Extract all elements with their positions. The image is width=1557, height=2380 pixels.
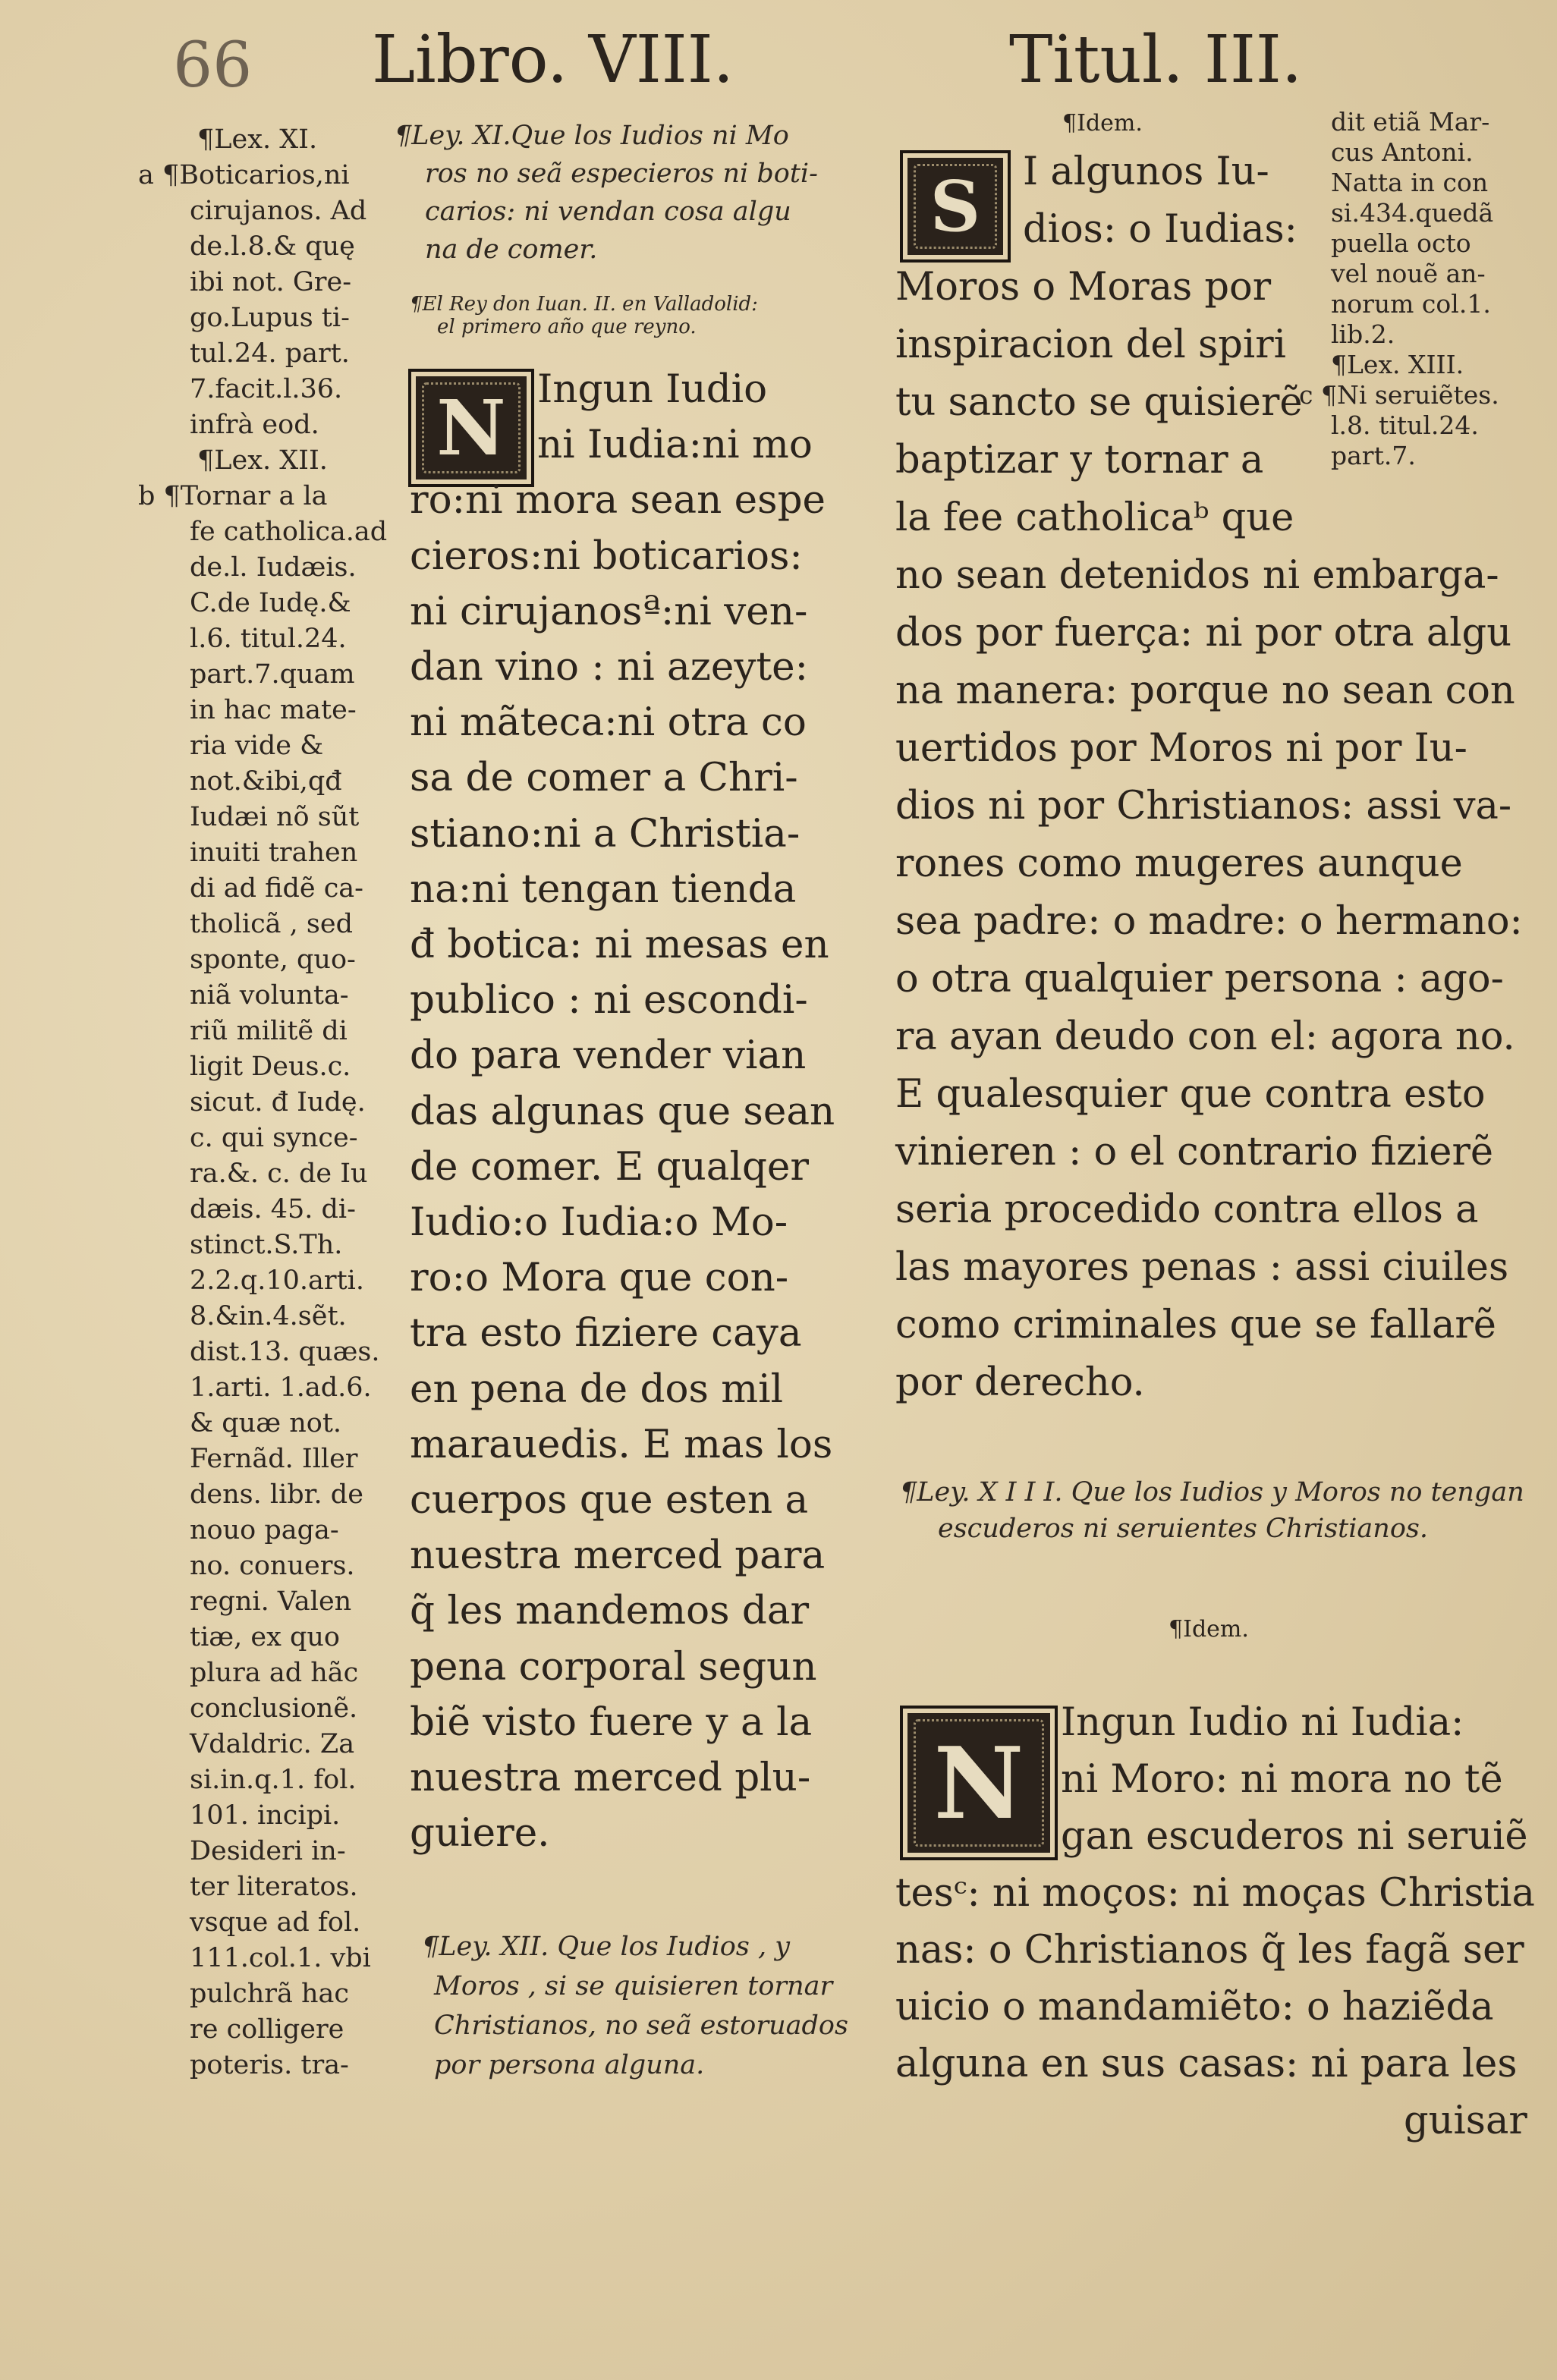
text-line: Ingun Iudio	[537, 366, 768, 412]
initial-letter: N	[436, 383, 506, 473]
text-line: conclusionẽ.	[190, 1693, 358, 1724]
text-line: pulchrã hac	[190, 1979, 350, 2009]
text-line: di ad fidẽ ca-	[190, 873, 364, 904]
text-line: ibi not. Gre-	[190, 267, 352, 297]
text-line: ni Iudia:ni mo	[537, 422, 813, 468]
text-line: l.6. titul.24.	[190, 624, 347, 654]
text-line: q̃ les mandemos dar	[410, 1588, 810, 1634]
text-line: ¶Lex. XI.	[197, 124, 318, 155]
running-title-left: Libro. VIII.	[372, 22, 734, 98]
text-line: no sean detenidos ni embarga-	[895, 553, 1499, 598]
text-line: c ¶Ni seruiẽtes.	[1299, 380, 1499, 410]
text-line: ra ayan deudo con el: agora no.	[895, 1014, 1515, 1059]
text-line: dit etiã Mar-	[1331, 107, 1490, 137]
ley-xiii-text	[895, 1699, 1548, 2170]
text-line: inuiti trahen	[190, 838, 358, 868]
text-line: Fernãd. Iller	[190, 1444, 358, 1474]
text-line: ni mãteca:ni otra co	[410, 700, 807, 746]
text-line: 2.2.q.10.arti.	[190, 1265, 364, 1296]
text-line: tul.24. part.	[190, 338, 350, 369]
text-line: biẽ visto fuere y a la	[410, 1699, 813, 1745]
text-line: uicio o mandamiẽto: o haziẽda	[895, 1985, 1494, 2029]
ley-xi-text	[410, 367, 850, 1930]
text-line: cirujanos. Ad	[190, 196, 367, 226]
text-line: dos por fuerça: ni por otra algu	[895, 611, 1512, 656]
text-line: dan vino : ni azeyte:	[410, 644, 808, 690]
text-line: regni. Valen	[190, 1586, 352, 1617]
text-line: E qualesquier que contra esto	[895, 1072, 1486, 1117]
ley-xi-rubric	[395, 120, 842, 294]
text-line: ¶El Rey don Iuan. II. en Valladolid:	[410, 293, 758, 316]
text-line: alguna en sus casas: ni para les	[895, 2042, 1518, 2086]
text-line: fe catholica.ad	[190, 517, 388, 547]
text-line: ni Moro: ni mora no tẽ	[1061, 1757, 1503, 1802]
text-line: Desideri in-	[190, 1836, 346, 1866]
text-line: vel nouẽ an-	[1331, 259, 1486, 288]
text-line: nuestra merced plu-	[410, 1755, 811, 1800]
text-line: el primero año que reyno.	[437, 316, 697, 338]
text-line: la fee catholicaᵇ que	[895, 495, 1294, 540]
text-line: escuderos ni seruientes Christianos.	[938, 1514, 1428, 1544]
text-line: sa de comer a Chri-	[410, 755, 798, 801]
text-line: ter literatos.	[190, 1872, 358, 1902]
text-line: ni cirujanosª:ni ven-	[410, 588, 808, 634]
text-line: guiere.	[410, 1810, 550, 1857]
text-line: riũ militẽ di	[190, 1016, 348, 1046]
text-line: en pena de dos mil	[410, 1366, 784, 1412]
text-line: part.7.	[1331, 441, 1416, 470]
text-line: no. conuers.	[190, 1551, 355, 1581]
text-line: ¶Ley. XI.Que los Iudios ni Mo	[395, 121, 789, 151]
text-line: puella octo	[1331, 228, 1471, 258]
text-line: dios: o Iudias:	[1023, 207, 1298, 252]
text-line: b ¶Tornar a la	[138, 481, 328, 511]
text-line: de comer. E qualqer	[410, 1143, 810, 1190]
text-line: stinct.S.Th.	[190, 1230, 343, 1260]
text-line: ros no seã especieros ni boti-	[425, 159, 818, 189]
text-line: tra esto fiziere caya	[410, 1310, 802, 1357]
initial-letter: S	[929, 165, 981, 247]
text-line: not.&ibi,qđ	[190, 766, 342, 797]
text-line: de.l.8.& quę	[190, 231, 355, 262]
text-line: Vdaldric. Za	[190, 1729, 355, 1759]
ley-xi-note	[410, 293, 835, 346]
text-line: niã volunta-	[190, 980, 349, 1011]
page-number: 66	[173, 30, 253, 102]
text-line: sicut. đ Iudę.	[190, 1087, 366, 1118]
text-line: tholicã , sed	[190, 909, 353, 939]
text-line: guisar	[1404, 2099, 1527, 2143]
initial-letter: N	[933, 1724, 1024, 1841]
left-margin-notes	[138, 124, 388, 2113]
text-line: l.8. titul.24.	[1331, 410, 1479, 440]
text-line: plura ad hãc	[190, 1658, 359, 1688]
text-line: si.in.q.1. fol.	[190, 1765, 357, 1795]
text-line: cuerpos que esten a	[410, 1477, 809, 1523]
text-line: ¶Lex. XII.	[197, 445, 328, 476]
text-line: de.l. Iudæis.	[190, 552, 357, 583]
text-line: Ingun Iudio ni Iudia:	[1061, 1700, 1464, 1745]
text-line: ligit Deus.c.	[190, 1052, 351, 1082]
text-line: 111.col.1. vbi	[190, 1943, 371, 1973]
text-line: pena corporal segun	[410, 1643, 817, 1690]
ley-xiii-idem: ¶Idem.	[1169, 1616, 1249, 1643]
text-line: nas: o Christianos q̃ les fagã ser	[895, 1928, 1524, 1973]
text-line: las mayores penas : assi ciuiles	[895, 1245, 1509, 1290]
text-line: ¶Lex. XIII.	[1331, 350, 1464, 379]
text-line: in hac mate-	[190, 695, 357, 725]
text-line: Natta in con	[1331, 168, 1489, 197]
text-line: infrà eod.	[190, 410, 319, 440]
text-line: & quæ not.	[190, 1408, 342, 1438]
text-line: c. qui synce-	[190, 1123, 358, 1153]
ley-xii-rubric	[422, 1931, 847, 2105]
text-line: dios ni por Christianos: assi va-	[895, 784, 1512, 828]
text-line: ro:ni mora sean espe	[410, 477, 826, 523]
text-line: I algunos Iu-	[1023, 149, 1269, 194]
text-line: tesᶜ: ni moços: ni moças Christia	[895, 1871, 1535, 1916]
text-line: re colligere	[190, 2014, 344, 2045]
text-line: na:ni tengan tienda	[410, 866, 797, 912]
text-line: vsque ad fol.	[190, 1907, 361, 1938]
text-line: carios: ni vendan cosa algu	[425, 196, 791, 227]
text-line: das algunas que sean	[410, 1088, 835, 1134]
text-line: 8.&in.4.sẽt.	[190, 1301, 347, 1331]
text-line: C.de Iudę.&	[190, 588, 351, 618]
text-line: Moros , si se quisieren tornar	[434, 1971, 833, 2001]
text-line: por persona alguna.	[434, 2050, 705, 2080]
text-line: Christianos, no seã estoruados	[434, 2011, 848, 2041]
text-line: dens. libr. de	[190, 1479, 363, 1510]
text-line: cus Antoni.	[1331, 137, 1474, 167]
running-title-right: Titul. III.	[1009, 22, 1303, 98]
text-line: poteris. tra-	[190, 2050, 349, 2080]
text-line: na manera: porque no sean con	[895, 668, 1515, 713]
text-line: sea padre: o madre: o hermano:	[895, 899, 1523, 944]
text-line: đ botica: ni mesas en	[410, 922, 829, 967]
text-line: sponte, quo-	[190, 945, 356, 975]
text-line: nouo paga-	[190, 1515, 339, 1545]
text-line: como criminales que se fallarẽ	[895, 1303, 1496, 1347]
text-line: rones como mugeres aunque	[895, 841, 1463, 886]
text-line: ¶Ley. XII. Que los Iudios , y	[422, 1932, 790, 1962]
text-line: dæis. 45. di-	[190, 1194, 356, 1225]
text-line: ra.&. c. de Iu	[190, 1159, 368, 1189]
text-line: norum col.1.	[1331, 289, 1491, 319]
text-line: lib.2.	[1331, 319, 1395, 349]
text-line: stiano:ni a Christia-	[410, 810, 801, 857]
text-line: si.434.quedã	[1331, 198, 1494, 228]
text-line: publico : ni escondi-	[410, 977, 808, 1023]
text-line: 101. incipi.	[190, 1800, 341, 1831]
text-line: baptizar y tornar a	[895, 438, 1264, 483]
text-line: a ¶Boticarios,ni	[138, 160, 350, 190]
text-line: go.Lupus ti-	[190, 303, 350, 333]
text-line: inspiracion del spiri	[895, 322, 1286, 367]
text-line: uertidos por Moros ni por Iu-	[895, 726, 1467, 771]
text-line: do para vender vian	[410, 1033, 807, 1079]
text-line: 1.arti. 1.ad.6.	[190, 1372, 372, 1403]
text-line: na de comer.	[425, 234, 598, 265]
text-line: Iudio:o Iudia:o Mo-	[410, 1199, 788, 1245]
text-line: part.7.quam	[190, 659, 355, 690]
text-line: gan escuderos ni seruiẽ	[1061, 1814, 1528, 1859]
text-line: Iudæi nõ sũt	[190, 802, 360, 832]
ley-xiii-rubric	[900, 1476, 1545, 1552]
ley-xii-idem: ¶Idem.	[1062, 110, 1143, 137]
text-line: dist.13. quæs.	[190, 1337, 380, 1367]
text-line: vinieren : o el contrario fizierẽ	[895, 1130, 1494, 1174]
text-line: 7.facit.l.36.	[190, 374, 343, 404]
text-line: ria vide &	[190, 731, 324, 761]
right-margin-notes	[1299, 107, 1548, 533]
text-line: o otra qualquier persona : ago-	[895, 957, 1504, 1001]
text-line: tiæ, ex quo	[190, 1622, 341, 1652]
text-line: ro:o Mora que con-	[410, 1255, 789, 1301]
text-line: cieros:ni boticarios:	[410, 533, 803, 579]
text-line: marauedis. E mas los	[410, 1421, 833, 1467]
text-line: nuestra merced para	[410, 1533, 826, 1579]
text-line: Moros o Moras por	[895, 265, 1272, 310]
text-line: tu sancto se quisierẽ	[895, 380, 1303, 425]
text-line: ¶Ley. X I I I. Que los Iudios y Moros no tengan	[900, 1477, 1524, 1508]
text-line: por derecho.	[895, 1360, 1145, 1405]
text-line: seria procedido contra ellos a	[895, 1187, 1479, 1232]
